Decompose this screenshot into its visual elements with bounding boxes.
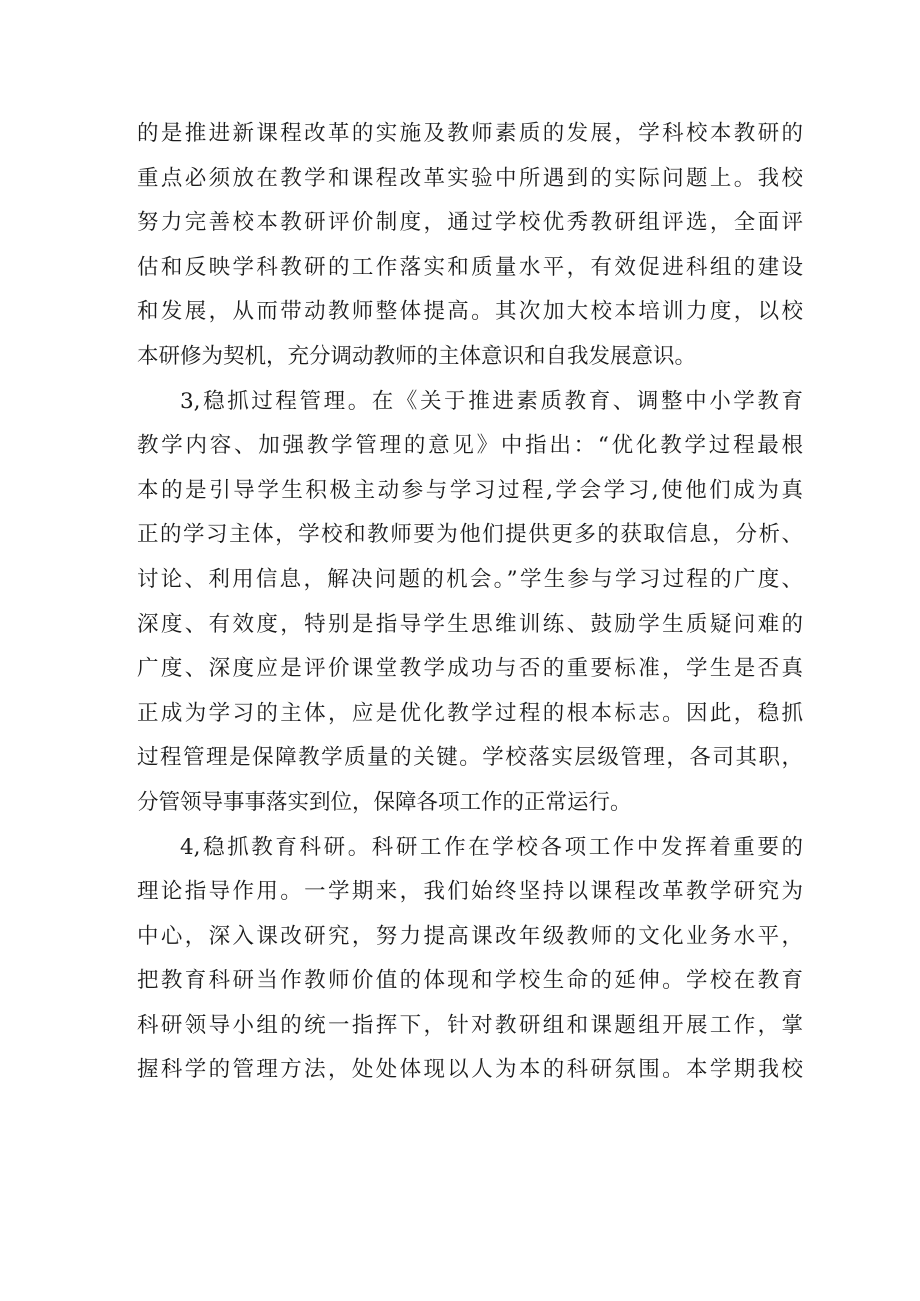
text-line: 4,稳抓教育科研。科研工作在学校各项工作中发挥着重要的 bbox=[180, 834, 803, 860]
text-line: 本研修为契机，充分调动教师的主体意识和自我发展意识。 bbox=[137, 343, 697, 369]
text-line: 努力完善校本教研评价制度，通过学校优秀教研组评选，全面评 bbox=[137, 210, 803, 236]
paragraph-3-education-research bbox=[137, 826, 803, 1094]
text-line: 估和反映学科教研的工作落实和质量水平，有效促进科组的建设 bbox=[137, 254, 803, 280]
document-body bbox=[137, 112, 803, 1093]
text-line: 的是推进新课程改革的实施及教师素质的发展，学科校本教研的 bbox=[137, 121, 803, 146]
text-line: 教学内容、加强教学管理的意见》中指出：“优化教学过程最根 bbox=[137, 433, 803, 459]
text-line: 科研领导小组的统一指挥下，针对教研组和课题组开展工作，掌 bbox=[137, 1012, 803, 1038]
text-line: 讨论、利用信息，解决问题的机会。”学生参与学习过程的广度、 bbox=[137, 566, 803, 592]
paragraph-1 bbox=[137, 112, 803, 380]
text-line: 重点必须放在教学和课程改革实验中所遇到的实际问题上。我校 bbox=[137, 165, 803, 191]
text-line: 和发展，从而带动教师整体提高。其次加大校本培训力度，以校 bbox=[137, 299, 803, 325]
text-line: 把教育科研当作教师价值的体现和学校生命的延伸。学校在教育 bbox=[137, 968, 803, 994]
text-line: 分管领导事事落实到位，保障各项工作的正常运行。 bbox=[137, 789, 632, 815]
text-line: 3,稳抓过程管理。在《关于推进素质教育、调整中小学教育 bbox=[180, 388, 803, 414]
paragraph-2-process-management bbox=[137, 380, 803, 826]
text-line: 深度、有效度，特别是指导学生思维训练、鼓励学生质疑问难的 bbox=[137, 611, 803, 637]
text-line: 广度、深度应是评价课堂教学成功与否的重要标准，学生是否真 bbox=[137, 656, 803, 682]
text-line: 正成为学习的主体，应是优化教学过程的根本标志。因此，稳抓 bbox=[137, 700, 803, 726]
text-line: 握科学的管理方法，处处体现以人为本的科研氛围。本学期我校 bbox=[137, 1057, 803, 1083]
text-line: 本的是引导学生积极主动参与学习过程,学会学习,使他们成为真 bbox=[137, 477, 803, 503]
text-line: 理论指导作用。一学期来，我们始终坚持以课程改革教学研究为 bbox=[137, 879, 803, 905]
text-line: 过程管理是保障教学质量的关键。学校落实层级管理，各司其职， bbox=[137, 745, 803, 771]
text-line: 正的学习主体，学校和教师要为他们提供更多的获取信息，分析、 bbox=[137, 522, 803, 548]
text-line: 中心，深入课改研究，努力提高课改年级教师的文化业务水平， bbox=[137, 923, 803, 949]
